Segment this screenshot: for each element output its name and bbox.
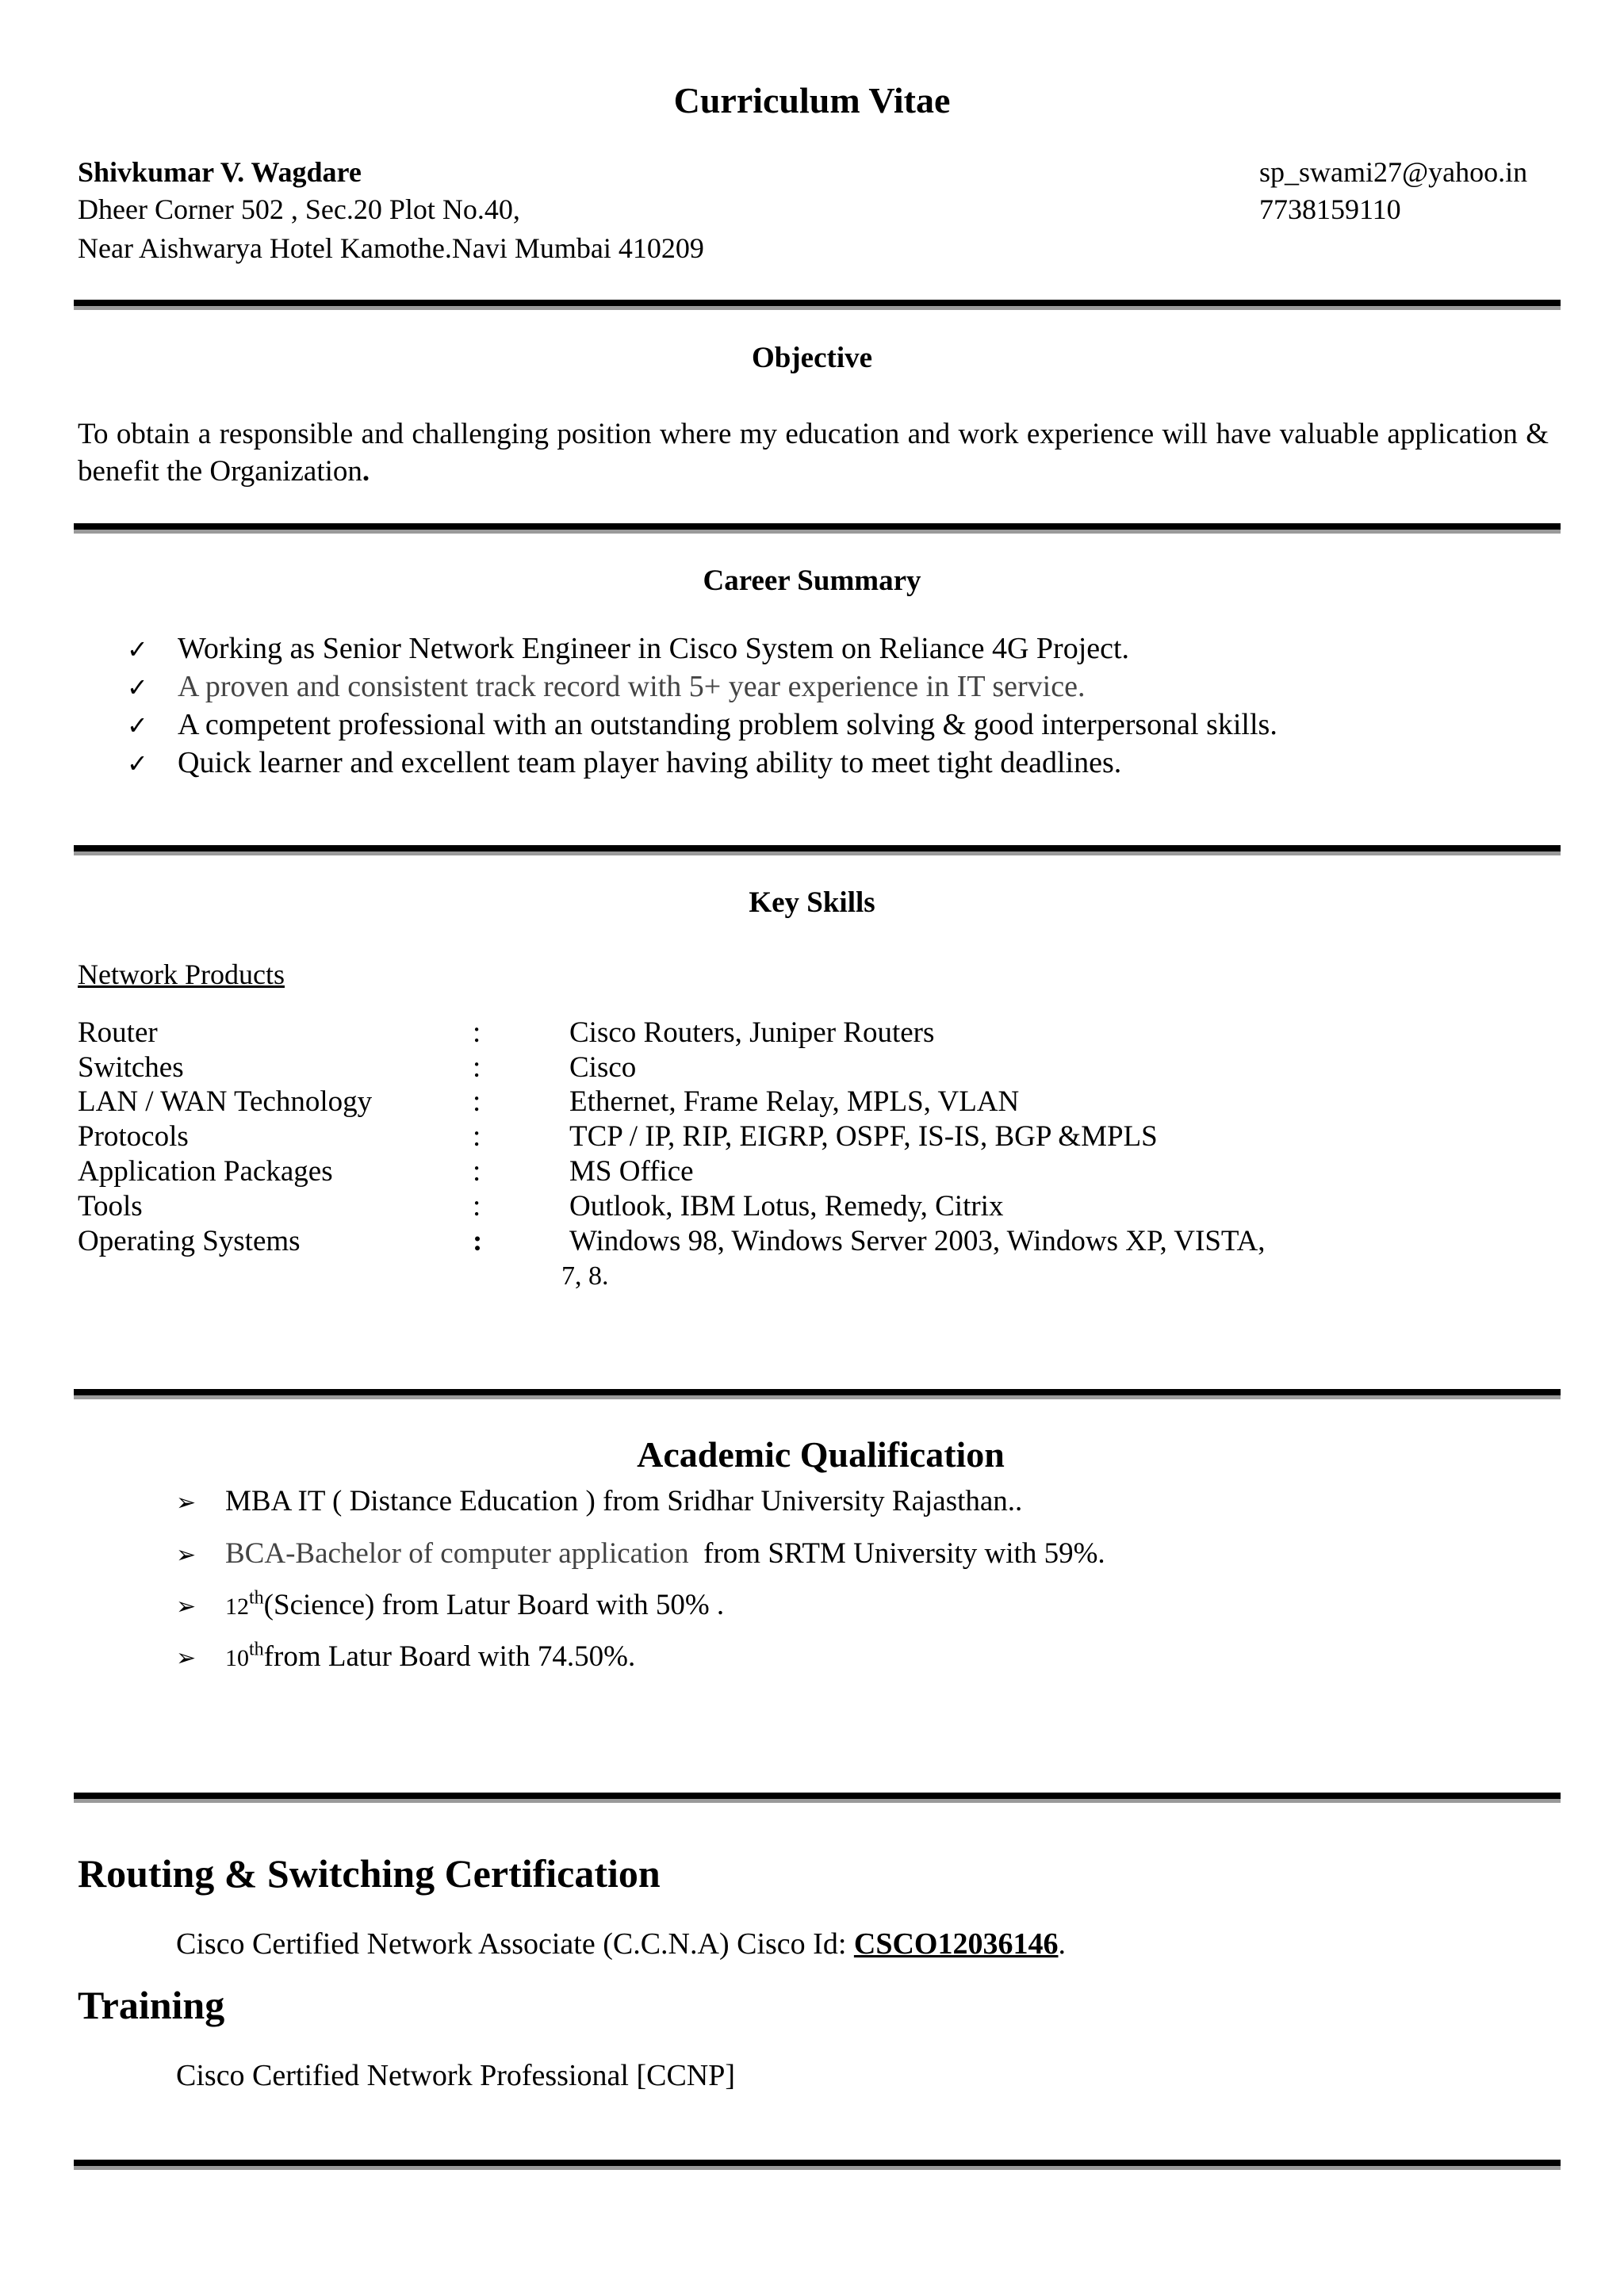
section-divider (74, 300, 1561, 310)
skill-separator: : (473, 1155, 481, 1188)
list-item (176, 1483, 1022, 1521)
list-item (127, 629, 1277, 668)
skill-label: Protocols (78, 1120, 189, 1153)
checkmark-icon: ✓ (127, 710, 148, 740)
career-summary-list (127, 629, 1277, 782)
address-line-1: Dheer Corner 502 , Sec.20 Plot No.40, (78, 193, 520, 225)
summary-text: Working as Senior Network Engineer in Cisco System on Reliance 4G Project. (178, 632, 1130, 665)
skill-separator: : (473, 1085, 481, 1118)
skill-value: TCP / IP, RIP, EIGRP, OSPF, IS-IS, BGP &MPLS (569, 1120, 1158, 1153)
section-divider (74, 1389, 1561, 1399)
list-item (127, 706, 1277, 744)
skill-separator: : (473, 1016, 481, 1049)
objective-end-mark: . (362, 455, 370, 488)
list-item (176, 1639, 635, 1677)
network-products-subheading: Network Products (78, 959, 285, 990)
skill-label: Operating Systems (78, 1225, 301, 1257)
career-summary-heading: Career Summary (703, 564, 921, 597)
qualification-text: MBA IT ( Distance Education ) from Sridhar University Rajasthan.. (225, 1485, 1023, 1517)
skill-value: Windows 98, Windows Server 2003, Windows XP, VISTA, (569, 1225, 1266, 1257)
objective-text (78, 415, 1549, 490)
ordinal-suffix: th (249, 1587, 264, 1609)
arrow-bullet-icon: ➢ (176, 1489, 197, 1517)
grade-number: 10 (225, 1645, 249, 1671)
skill-separator: : (473, 1225, 483, 1257)
checkmark-icon: ✓ (127, 672, 148, 702)
skill-value: Cisco (569, 1051, 637, 1084)
skill-label: Router (78, 1016, 158, 1049)
checkmark-icon: ✓ (127, 748, 148, 779)
contact-phone: 7738159110 (1259, 193, 1401, 225)
list-item (176, 1536, 1105, 1574)
list-item (127, 668, 1277, 706)
skill-label: Tools (78, 1190, 143, 1223)
summary-text: A proven and consistent track record with 5+ year experience in IT service. (178, 670, 1086, 703)
summary-text: Quick learner and excellent team player having ability to meet tight deadlines. (178, 746, 1122, 779)
candidate-name: Shivkumar V. Wagdare (78, 156, 362, 188)
skill-separator: : (473, 1051, 481, 1084)
document-title: Curriculum Vitae (673, 80, 951, 121)
skill-value: Outlook, IBM Lotus, Remedy, Citrix (569, 1190, 1004, 1223)
objective-body: To obtain a responsible and challenging position where my education and work experience will have valuable application & benefit the Organization (78, 418, 1549, 488)
skill-label: LAN / WAN Technology (78, 1085, 373, 1118)
skill-value: Cisco Routers, Juniper Routers (569, 1016, 935, 1049)
summary-text: A competent professional with an outstanding problem solving & good interpersonal skills. (178, 708, 1277, 741)
list-item (176, 1587, 724, 1625)
arrow-bullet-icon: ➢ (176, 1644, 197, 1672)
certification-description: Cisco Certified Network Associate (C.C.N.A) Cisco Id: (176, 1927, 854, 1961)
skill-separator: : (473, 1190, 481, 1223)
objective-heading: Objective (751, 342, 873, 374)
skill-label: Switches (78, 1051, 184, 1084)
cisco-id: CSCO12036146 (853, 1927, 1059, 1961)
arrow-bullet-icon: ➢ (176, 1541, 197, 1569)
qualification-text: from Latur Board with 74.50%. (263, 1640, 636, 1673)
section-divider (74, 523, 1561, 534)
ordinal-suffix: th (249, 1639, 264, 1660)
address-line-2: Near Aishwarya Hotel Kamothe.Navi Mumbai 410209 (78, 232, 704, 264)
list-item (127, 744, 1277, 782)
section-divider (74, 845, 1561, 855)
certification-text (176, 1925, 1066, 1963)
skill-value: MS Office (569, 1155, 694, 1188)
training-heading: Training (78, 1983, 225, 2027)
certification-end: . (1058, 1927, 1066, 1961)
qualification-text: from SRTM University with 59%. (703, 1537, 1105, 1570)
academic-heading: Academic Qualification (637, 1434, 1005, 1475)
checkmark-icon: ✓ (127, 634, 148, 664)
skill-label: Application Packages (78, 1155, 333, 1188)
certification-heading: Routing & Switching Certification (78, 1851, 661, 1896)
skill-value: Ethernet, Frame Relay, MPLS, VLAN (569, 1085, 1020, 1118)
skill-separator: : (473, 1120, 481, 1153)
section-divider (74, 1793, 1561, 1803)
key-skills-heading: Key Skills (749, 886, 875, 919)
os-continuation: 7, 8. (561, 1261, 609, 1291)
qualification-text: (Science) from Latur Board with 50% . (263, 1589, 725, 1621)
grade-number: 12 (225, 1594, 249, 1620)
contact-email: sp_swami27@yahoo.in (1259, 156, 1528, 188)
training-text: Cisco Certified Network Professional [CCNP] (176, 2059, 736, 2092)
arrow-bullet-icon: ➢ (176, 1593, 197, 1621)
qualification-text: BCA-Bachelor of computer application (225, 1537, 689, 1570)
section-divider (74, 2160, 1561, 2170)
